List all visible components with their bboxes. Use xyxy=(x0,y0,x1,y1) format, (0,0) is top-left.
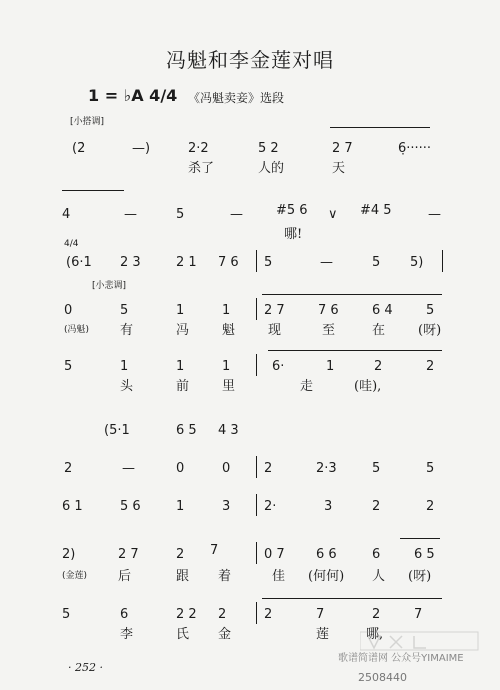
note: (5·1 xyxy=(104,423,130,438)
note: 4 xyxy=(62,207,71,222)
note: 5 xyxy=(62,607,71,622)
lyric: 人 xyxy=(372,569,386,584)
note: 4 3 xyxy=(218,423,239,438)
singer-label: (冯魁) xyxy=(64,325,90,335)
barline xyxy=(256,456,257,478)
note: 2 xyxy=(372,607,381,622)
note: 5 xyxy=(372,461,381,476)
lyric: 冯 xyxy=(176,323,190,338)
note: 6· xyxy=(272,359,285,374)
note: 6 6 xyxy=(316,547,337,562)
lyric: 魁 xyxy=(222,323,236,338)
lyric: (何何) xyxy=(308,569,345,584)
watermark-text: 歌谱简谱网 公众号YIMAIME xyxy=(338,653,464,664)
lyric: 有 xyxy=(120,323,134,338)
note: 2 xyxy=(264,607,273,622)
singer-label: (金莲) xyxy=(62,571,88,581)
note: 3 xyxy=(222,499,231,514)
note: 2 xyxy=(64,461,73,476)
note: 5 xyxy=(372,255,381,270)
note: 2· xyxy=(264,499,277,514)
page-title: 冯魁和李金莲对唱 xyxy=(166,48,334,72)
note: 1 xyxy=(222,359,231,374)
note: 1 xyxy=(326,359,335,374)
note: 6 xyxy=(372,547,381,562)
note: 0 xyxy=(176,461,185,476)
note: 5 2 xyxy=(258,141,279,156)
lyric: 天 xyxy=(332,161,346,176)
lyric: 里 xyxy=(222,379,236,394)
slur-line xyxy=(262,598,442,599)
excerpt-source: 《冯魁卖妾》选段 xyxy=(188,91,285,105)
note: 2·2 xyxy=(188,141,209,156)
note: — xyxy=(320,255,333,270)
note: 6 xyxy=(120,607,129,622)
lyric: 人的 xyxy=(258,161,285,176)
barline xyxy=(256,298,257,320)
note: 3 xyxy=(324,499,333,514)
note: 5 xyxy=(120,303,129,318)
lyric: 杀了 xyxy=(188,161,215,176)
note: 2 xyxy=(176,547,185,562)
note: 6 5 xyxy=(414,547,435,562)
note: 2 1 xyxy=(176,255,197,270)
note: 5) xyxy=(410,255,424,270)
note: 2 7 xyxy=(332,141,353,156)
watermark-code: 2508440 xyxy=(358,671,407,684)
lyric: 莲 xyxy=(316,627,330,642)
note: 2) xyxy=(62,547,76,562)
meter-change: 4/4 xyxy=(64,239,79,249)
note: 2 xyxy=(372,499,381,514)
note: 1 xyxy=(222,303,231,318)
slur-line xyxy=(400,538,440,539)
logo-watermark xyxy=(360,627,480,652)
note: — xyxy=(124,207,137,222)
lyric: 现 xyxy=(268,323,282,338)
note: 7 xyxy=(210,543,219,558)
lyric: 着 xyxy=(218,569,232,584)
note: 2 7 xyxy=(118,547,139,562)
lyric: 佳 xyxy=(272,569,286,584)
lyric: 前 xyxy=(176,379,190,394)
note: — xyxy=(428,207,441,222)
note: (6·1 xyxy=(66,255,92,270)
key-signature: 1 = ♭A 4/4 xyxy=(88,86,178,105)
note: (2̇ xyxy=(72,141,86,156)
note: 7 6 xyxy=(218,255,239,270)
note: 2 xyxy=(374,359,383,374)
note: 1 xyxy=(176,303,185,318)
lyric: (呀) xyxy=(418,323,442,338)
lyric: 后 xyxy=(118,569,132,584)
slur-line xyxy=(268,350,442,351)
lyric: 哪, xyxy=(366,627,384,642)
lyric: (呀) xyxy=(408,569,432,584)
lyric: 氏 xyxy=(176,627,190,642)
lyric: 头 xyxy=(120,379,134,394)
note: 2·3 xyxy=(316,461,337,476)
note: 7 xyxy=(316,607,325,622)
section-mark: [小悲调] xyxy=(92,281,127,291)
note: 7 xyxy=(414,607,423,622)
note: ∨ xyxy=(328,207,338,222)
note: 1 xyxy=(120,359,129,374)
note: 2 7 xyxy=(264,303,285,318)
barline xyxy=(256,250,257,272)
slur-line xyxy=(62,190,124,191)
note: 2 2 xyxy=(176,607,197,622)
note: 0 xyxy=(64,303,73,318)
note: 5 xyxy=(426,461,435,476)
barline xyxy=(442,250,443,272)
note: 5 xyxy=(64,359,73,374)
note: — xyxy=(230,207,243,222)
note: 6 4 xyxy=(372,303,393,318)
lyric: 在 xyxy=(372,323,386,338)
intro-mark: [小搭调] xyxy=(70,117,105,127)
note: —) xyxy=(132,141,151,156)
barline xyxy=(256,602,257,624)
note: 7 6 xyxy=(318,303,339,318)
note: #4 5 xyxy=(360,203,392,218)
note: 1 xyxy=(176,359,185,374)
lyric: (哇), xyxy=(354,379,382,394)
note: 6 5 xyxy=(176,423,197,438)
note: 2 xyxy=(426,499,435,514)
note: #5 6 xyxy=(276,203,308,218)
barline xyxy=(256,494,257,516)
lyric: 至 xyxy=(322,323,336,338)
barline xyxy=(256,542,257,564)
slur-line xyxy=(262,294,442,295)
note: 0 7 xyxy=(264,547,285,562)
note: — xyxy=(122,461,135,476)
note: 1 xyxy=(176,499,185,514)
note: 5 xyxy=(264,255,273,270)
lyric: 走 xyxy=(300,379,314,394)
lyric: 金 xyxy=(218,627,232,642)
note: 2 xyxy=(426,359,435,374)
note: 5 6 xyxy=(120,499,141,514)
barline xyxy=(256,354,257,376)
note: 5 xyxy=(176,207,185,222)
note: 2 3 xyxy=(120,255,141,270)
note: 2 xyxy=(264,461,273,476)
note: 6̣······ xyxy=(398,141,432,156)
note: 2 xyxy=(218,607,227,622)
page-number: · 252 · xyxy=(68,661,103,674)
lyric: 跟 xyxy=(176,569,190,584)
note: 5 xyxy=(426,303,435,318)
lyric: 李 xyxy=(120,627,134,642)
slur-line xyxy=(330,127,430,128)
note: 6 1 xyxy=(62,499,83,514)
note: 0 xyxy=(222,461,231,476)
lyric: 哪! xyxy=(284,227,303,242)
